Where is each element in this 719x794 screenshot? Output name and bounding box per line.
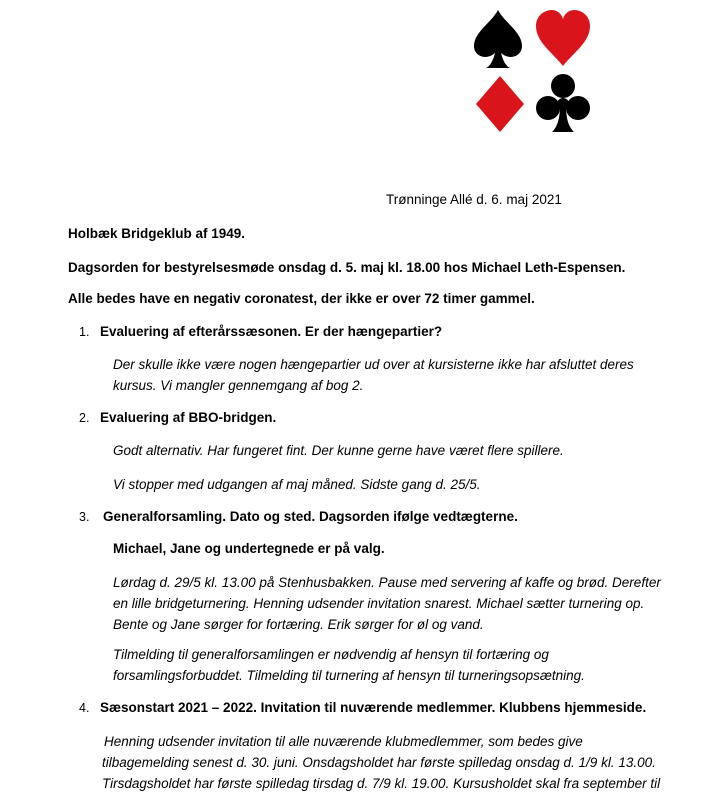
date-line: Trønninge Allé d. 6. maj 2021	[386, 192, 562, 207]
item-title: Generalforsamling. Dato og sted. Dagsorden ifølge vedtægterne.	[103, 509, 518, 524]
item-title: Evaluering af efterårssæsonen. Er der hængepartier?	[100, 324, 443, 339]
paragraph-line: en lille bridgeturnering. Henning udsender invitation snarest. Michael sætter turnering op.	[113, 596, 645, 611]
item-paragraph	[113, 440, 673, 461]
paragraph-line: forsamlingsforbuddet. Tilmelding til turnering af hensyn til turneringsopsætning.	[113, 668, 585, 683]
heart-icon	[536, 10, 590, 66]
agenda-title: Dagsorden for bestyrelsesmøde onsdag d. 5. maj kl. 18.00 hos Michael Leth-Espensen.	[68, 260, 626, 275]
item-paragraph	[113, 474, 673, 495]
paragraph-line: Vi stopper med udgangen af maj måned. Sidste gang d. 25/5.	[113, 477, 481, 492]
item-paragraph	[113, 572, 693, 635]
item-number: 4.	[79, 701, 90, 715]
paragraph-line: Bente og Jane sørger for fortæring. Erik sørger for øl og vand.	[113, 617, 484, 632]
item-paragraph	[113, 644, 673, 686]
covid-note: Alle bedes have en negativ coronatest, der ikke er over 72 timer gammel.	[68, 291, 535, 306]
item-title: Evaluering af BBO-bridgen.	[100, 410, 277, 425]
item-number: 2.	[79, 411, 90, 425]
card-suits-logo	[468, 4, 596, 136]
paragraph-line: kursus. Vi mangler gennemgang af bog 2.	[113, 378, 364, 393]
paragraph-line: Lørdag d. 29/5 kl. 13.00 på Stenhusbakken. Pause med servering af kaffe og brød. Derefter	[113, 575, 661, 590]
item-subheading: Michael, Jane og undertegnede er på valg.	[113, 541, 385, 556]
item-number: 1.	[79, 325, 90, 339]
paragraph-line: Tilmelding til generalforsamlingen er nødvendig af hensyn til fortæring og	[113, 647, 549, 662]
club-name: Holbæk Bridgeklub af 1949.	[68, 226, 246, 241]
spade-icon	[474, 10, 522, 68]
item-paragraph	[102, 731, 702, 794]
paragraph-line: Der skulle ikke være nogen hængepartier ud over at kursisterne ikke har afsluttet deres	[113, 357, 634, 372]
diamond-icon	[476, 76, 524, 132]
club-icon	[536, 74, 590, 132]
paragraph-line: tilbagemelding senest d. 30. juni. Onsdagsholdet har første spilledag onsdag d. 1/9 kl. 13.00.	[102, 755, 656, 770]
paragraph-line: Henning udsender invitation til alle nuværende klubmedlemmer, som bedes give	[104, 734, 583, 749]
paragraph-line: Godt alternativ. Har fungeret fint. Der kunne gerne have været flere spillere.	[113, 443, 564, 458]
paragraph-line: Tirsdagsholdet har første spilledag tirsdag d. 7/9 kl. 19.00. Kursusholdet skal fra september til	[102, 776, 661, 791]
item-number: 3.	[79, 510, 90, 524]
item-title: Sæsonstart 2021 – 2022. Invitation til nuværende medlemmer. Klubbens hjemmeside.	[100, 700, 647, 715]
item-paragraph	[113, 354, 673, 396]
